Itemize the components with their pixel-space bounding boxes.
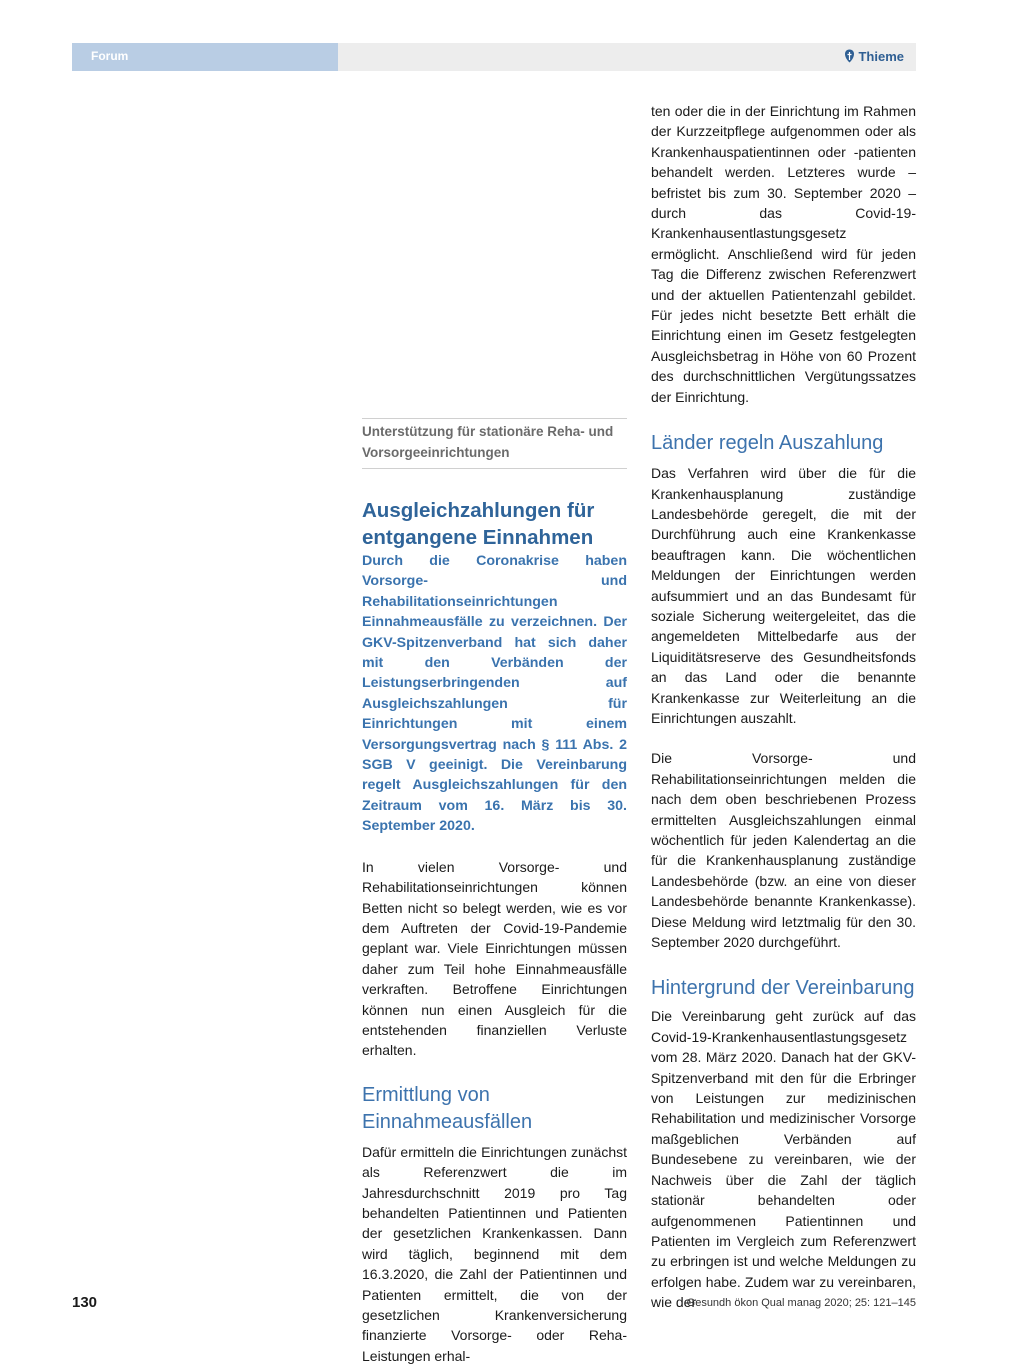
section-tab (72, 43, 338, 71)
page-number: 130 (72, 1294, 98, 1311)
publisher-logo (844, 49, 904, 64)
section-label: Forum (91, 49, 129, 63)
continued-paragraph: ten oder die in der Einrichtung im Rahmen der Kurzzeitpflege aufgenommen oder als Krankenhauspatientinnen oder -patienten behandelt werden. Letzteres wurde – befristet bis zum 30. September 2020 – durch das Covid-19-Krankenhausentlastungsgesetz ermöglicht. Anschließend wird für jeden Tag die Differenz zwischen Referenzwert und der aktuellen Patientenzahl gebildet. Für jedes nicht besetzte Bett erhält die Einrichtung einen im Gesetz festgelegten Ausgleichsbetrag in Höhe von 60 Prozent des durchschnittlichen Vergütungssatzes der Einrichtung. (651, 103, 916, 405)
running-header (72, 43, 916, 71)
publisher-name: Thieme (858, 49, 904, 64)
article-lead: Durch die Coronakrise haben Vorsorge- und Rehabilitationseinrichtungen Einnahmeausfälle zu verzeichnen. Der GKV-Spitzenverband hat sich daher mit den Verbänden der Leistungserbringenden auf Ausgleichszahlungen für Einrichtungen mit einem Versorgungsvertrag nach § 111 Abs. 2 SGB V geeinigt. Die Vereinbarung regelt Ausgleichszahlungen für den Zeitraum vom 16. März bis 30. September 2020. (362, 553, 627, 835)
left-column (362, 418, 627, 1366)
paragraph-intro: In vielen Vorsorge- und Rehabilitationseinrichtungen können Betten nicht so belegt werden, wie es vor dem Auftreten der Covid-19-Pandemie geplant war. Viele Einrichtungen müssen daher zum Teil hohe Einnahmeausfälle verkraften. Betroffene Einrichtungen können nun einen Ausgleich für die entstehenden finanziellen Verluste erhalten. (362, 858, 627, 1059)
paragraph-ermittlung: Dafür ermitteln die Einrichtungen zunächst als Referenzwert die im Jahresdurchschnitt 2019 pro Tag behandelten Patientinnen und Patienten der gesetzlichen Krankenkassen. Dann wird täglich, beginnend mit dem 16.3.2020, die Zahl der Patientinnen und Patienten ermittelt, die von der gesetzlichen Krankenversicherung finanzierte Vorsorge- oder Reha-Leistungen erhal- (362, 1143, 627, 1364)
journal-citation: Gesundh ökon Qual manag 2020; 25: 121–145 (686, 1297, 916, 1309)
article-kicker: Unterstützung für stationäre Reha- und Vorsorgeeinrichtungen (362, 418, 627, 469)
section-heading-hintergrund: Hintergrund der Vereinbarung (651, 977, 915, 1000)
right-column (651, 101, 916, 1313)
article-title: Ausgleichzahlungen für entgangene Einnahmen (362, 499, 595, 549)
paragraph-hintergrund: Die Vereinbarung geht zurück auf das Covid-19-Krankenhausentlastungsgesetz vom 28. März 2020. Danach hat der GKV-Spitzenverband mit den für die Erbringer von Leistungen zur medizinischen Rehabilitation und medizinischer Vorsorge maßgeblichen Verbänden auf Bundesebene zu vereinbaren, wie der Nachweis über die Zahl der täglich stationär behandelten oder aufgenommenen Patientinnen und Patienten im Vergleich zum Referenzwert zu erbringen ist und welche Meldungen zu erfolgen habe. Zudem war zu vereinbaren, wie der (651, 1008, 916, 1311)
section-heading-ermittlung: Ermittlung von Einnahmeausfällen (362, 1083, 533, 1133)
paragraph-auszahlung-2: Die Vorsorge- und Rehabilitationseinrichtungen melden die nach dem oben beschriebenen Prozess ermittelten Ausgleichszahlungen einmal wöchentlich für jeden Kalendertag an die für die Krankenhausplanung zuständige Landesbehörde (bzw. an eine von dieser Landesbehörde benannte Krankenkasse). Diese Meldung wird letztmalig für den 30. September 2020 durchgeführt. (651, 750, 916, 951)
section-heading-auszahlung: Länder regeln Auszahlung (651, 432, 884, 455)
paragraph-auszahlung-1: Das Verfahren wird über die für die Krankenhausplanung zuständige Landesbehörde geregelt, die mit der Durchführung auch eine Krankenkasse beauftragen kann. Die wöchentlichen Meldungen der Einrichtungen werden aufsummiert und an das Bundesamt für soziale Sicherung weitergeleitet, das die angemeldeten Mittelbedarfe aus der Liquiditätsreserve des Gesundheitsfonds an das Land oder die benannte Krankenkasse zur Weiterleitung an die Einrichtungen auszahlt. (651, 465, 916, 726)
thieme-logo-icon (844, 49, 855, 63)
